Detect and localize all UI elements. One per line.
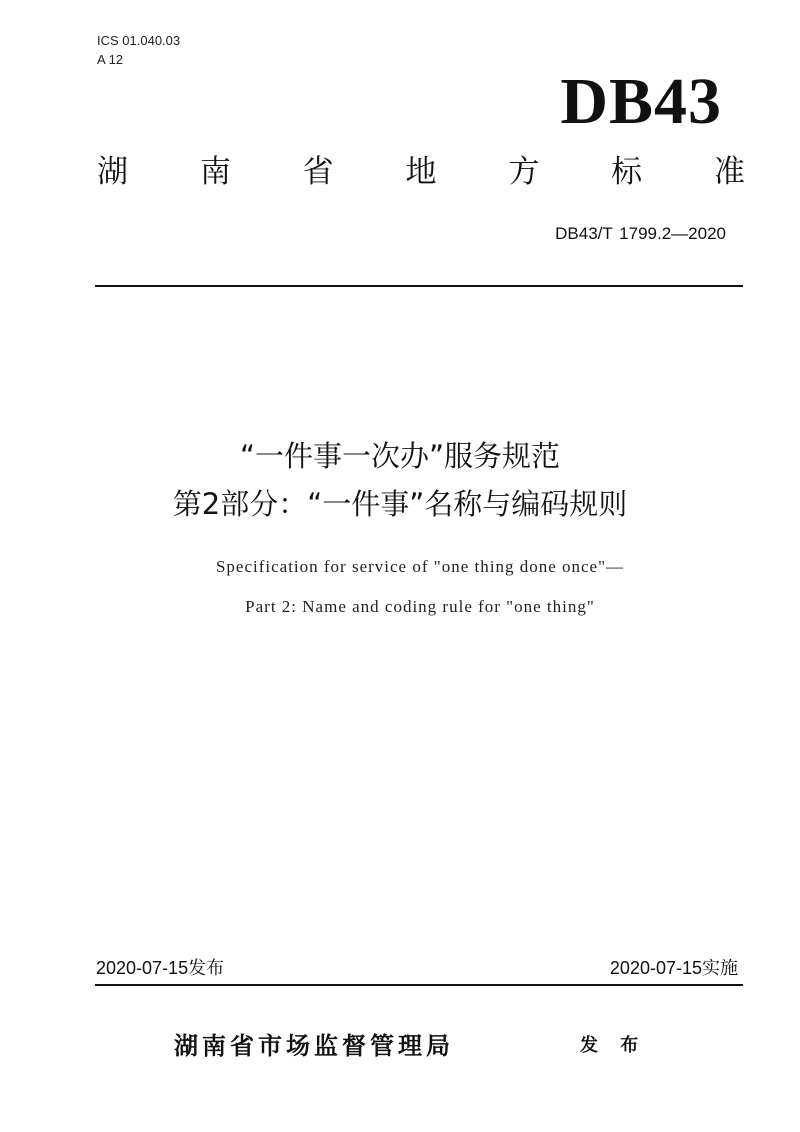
standard-number: DB43/T 1799.2—2020 [555,224,726,243]
db-standard-logo: DB43 [560,65,722,138]
issuer-row [0,1028,800,1068]
publish-date: 2020-07-15发布 [96,958,225,978]
standard-type-char: 地 [405,154,437,190]
standard-type-char: 省 [302,154,334,190]
title-chinese-line-2: 第2部分：“一件事”名称与编码规则 [172,487,628,521]
implement-date: 2020-07-15实施 [609,958,738,978]
title-english-line-2: Part 2: Name and coding rule for "one thing" [245,597,595,616]
ics-code: ICS 01.040.03 [97,33,181,48]
standard-type-heading [97,150,745,194]
ccs-code: A 12 [97,52,124,67]
standard-type-char: 南 [199,154,231,190]
standard-type-char: 湖 [97,154,128,190]
standard-type-char: 准 [713,154,745,190]
bottom-divider [95,984,743,986]
standard-type-char: 方 [508,154,540,190]
issue-action: 发 布 [580,1035,647,1056]
title-chinese-line-1: “一件事一次办”服务规范 [239,439,561,473]
standard-type-char: 标 [611,154,643,190]
issuer-name: 湖南省市场监督管理局 [174,1032,454,1060]
title-english-line-1: Specification for service of "one thing done once"— [215,557,625,576]
top-divider [95,285,743,287]
